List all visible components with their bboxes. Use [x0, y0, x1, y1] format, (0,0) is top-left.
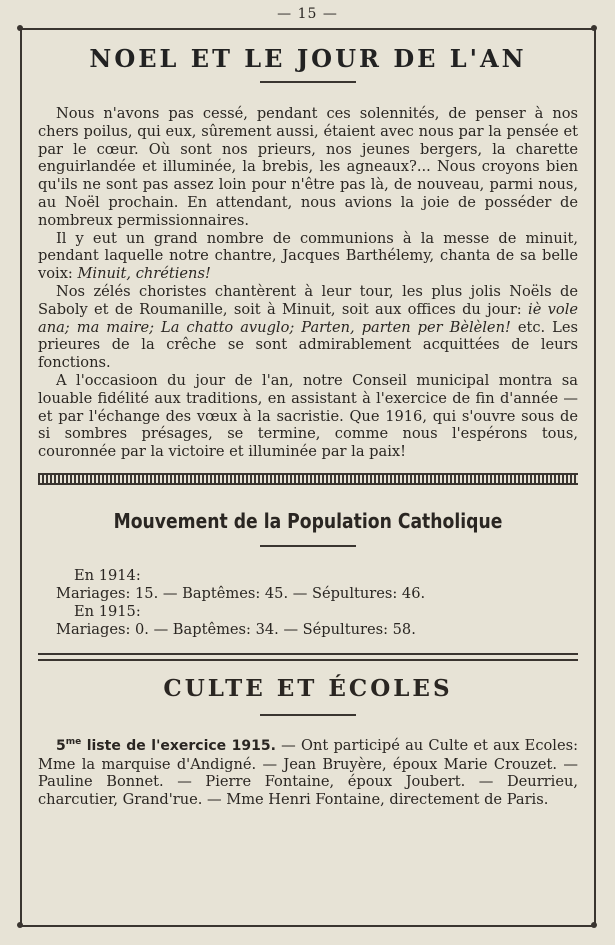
- title-underline: [260, 81, 356, 83]
- paragraph-2: [38, 230, 578, 283]
- frame-left-border: [20, 28, 22, 925]
- year-1914: En 1914:: [74, 566, 141, 584]
- double-divider: [38, 653, 578, 661]
- list-ordinal: me: [65, 736, 82, 747]
- stats-1915: Mariages: 0. — Baptêmes: 34. — Sépultures: 58.: [56, 620, 416, 638]
- section-title-noel: NOEL ET LE JOUR DE L'AN: [89, 44, 527, 73]
- list-heading: liste de l'exercice 1915.: [81, 737, 276, 754]
- paragraph-3-text-end: etc. Les prieures de la crêche se sont admirablement acquittées de leurs fonctions.: [38, 318, 578, 372]
- list-number: 5: [56, 737, 66, 754]
- paragraph-2-italic: Minuit, chrétiens!: [77, 265, 211, 283]
- section-title-culte: CULTE ET ÉCOLES: [163, 674, 453, 702]
- paragraph-3: [38, 283, 578, 372]
- frame-top-border: [20, 28, 596, 30]
- paragraph-3-text: Nos zélés choristes chantèrent à leur tour, les plus jolis Noëls de Saboly et de Roumanille, soit à Minuit, soit aux offices du jour:: [38, 282, 578, 318]
- title-underline: [260, 714, 356, 716]
- frame-right-border: [594, 28, 596, 925]
- ornamental-divider: [38, 473, 578, 485]
- corner-ornament: [17, 25, 23, 31]
- section-title-population: Mouvement de la Population Catholique: [113, 508, 503, 533]
- year-1915: En 1915:: [74, 602, 141, 620]
- corner-ornament: [591, 25, 597, 31]
- title-underline: [260, 545, 356, 547]
- page-number: — 15 —: [277, 6, 338, 22]
- corner-ornament: [17, 922, 23, 928]
- list-paragraph: [38, 734, 578, 809]
- paragraph-3-italic: iè vole ana; ma maire; La chatto avuglo; Parten, parten per Bèlèlen!: [38, 300, 578, 336]
- frame-bottom-border: [20, 925, 596, 927]
- paragraph-1: Nous n'avons pas cessé, pendant ces solennités, de penser à nos chers poilus, qui eux, sûrement aussi, étaient avec nous par la pensée et par le cœur. Où sont nos prieurs, nos jeunes bergers, la charette enguirlandée et illuminée, la brebis, les agneaux?... Nous croyons bien qu'ils ne sont pas assez loin pour n'être pas là, de nouveau, parmi nous, au Noël prochain. En attendant, nous avions la joie de posséder de nombreux permissionnaires.: [38, 105, 578, 229]
- page-content: [38, 40, 578, 809]
- corner-ornament: [591, 922, 597, 928]
- population-stats: [38, 567, 578, 639]
- list-text: — Ont participé au Culte et aux Ecoles: Mme la marquise d'Andigné. — Jean Bruyère, époux Marie Crouzet. — Pauline Bonnet. — Pierre Fontaine, époux Joubert. — Deurrieu, charcutier, Grand'rue. — Mme Henri Fontaine, directement de Paris.: [38, 736, 578, 809]
- paragraph-2-text: Il y eut un grand nombre de communions à la messe de minuit, pendant laquelle notre chantre, Jacques Barthélemy, chanta de sa belle voix:: [38, 229, 578, 283]
- stats-1914: Mariages: 15. — Baptêmes: 45. — Sépultures: 46.: [56, 584, 426, 602]
- paragraph-4: A l'occasioon du jour de l'an, notre Conseil municipal montra sa louable fidélité aux traditions, en assistant à l'exercice de fin d'année — et par l'échange des vœux à la sacristie. Que 1916, qui s'ouvre sous de si sombres présages, se termine, comme nous l'espérons tous, couronnée par la victoire et illuminée par la paix!: [38, 371, 578, 461]
